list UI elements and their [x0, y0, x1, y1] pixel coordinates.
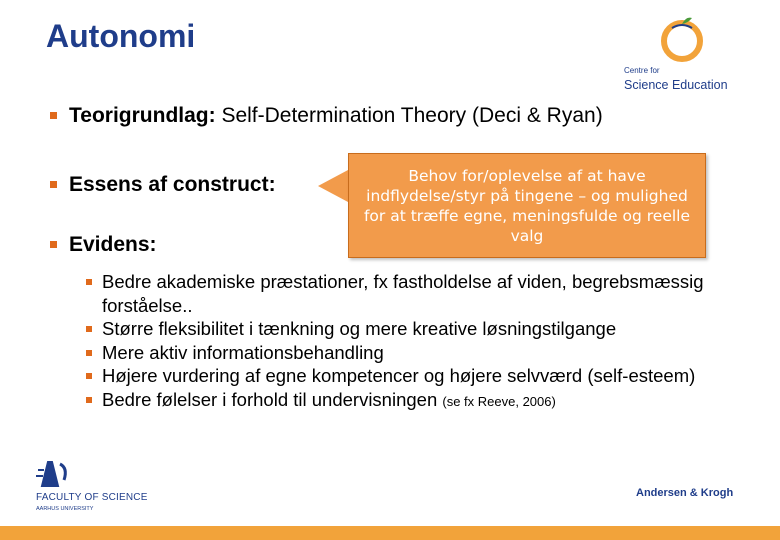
callout-text: Behov for/oplevelse af at have indflydelse/styr på tingene – og mulighed for at træffe egne, meningsfulde og reelle valg [363, 166, 691, 245]
bullet-square-icon [86, 373, 92, 379]
bullet-square-icon [86, 279, 92, 285]
theory-text: Self-Determination Theory (Deci & Ryan) [215, 104, 603, 127]
bullet-square-icon [50, 181, 57, 188]
logo-line1: Centre for [624, 66, 660, 75]
list-item-text: Højere vurdering af egne kompetencer og højere selvværd (self-esteem) [102, 365, 696, 386]
bullet-theory [50, 104, 603, 128]
list-item-text: Bedre akademiske præstationer, fx fastholdelse af viden, begrebsmæssig forståelse.. [102, 271, 704, 316]
list-item-text: Bedre følelser i forhold til undervisningen [102, 388, 443, 410]
list-item [86, 270, 706, 317]
essence-label: Essens af construct: [69, 173, 276, 196]
aarhus-university-logo [34, 458, 154, 516]
list-item [86, 341, 706, 365]
faculty-name: FACULTY OF SCIENCE [36, 492, 148, 503]
bullet-square-icon [50, 112, 57, 119]
centre-for-science-education-logo [618, 14, 748, 94]
university-name: AARHUS UNIVERSITY [36, 506, 94, 512]
bullet-square-icon [50, 241, 57, 248]
evidence-label: Evidens: [69, 233, 157, 256]
slide-title: Autonomi [46, 18, 196, 54]
reference-text: (se fx Reeve, 2006) [442, 393, 556, 409]
bullet-evidence [50, 233, 157, 257]
list-item [86, 317, 706, 341]
bottom-bar [0, 526, 780, 540]
callout-pointer [318, 170, 348, 202]
bullet-square-icon [86, 350, 92, 356]
authors-footer: Andersen & Krogh [636, 487, 734, 499]
evidence-list [86, 270, 706, 413]
list-item-text: Større fleksibilitet i tænkning og mere kreative løsningstilgange [102, 318, 617, 339]
apple-logo-icon [658, 14, 708, 64]
list-item [86, 364, 706, 388]
list-item-text: Mere aktiv informationsbehandling [102, 341, 384, 363]
bullet-essence [50, 173, 276, 197]
bullet-square-icon [86, 397, 92, 403]
theory-label: Teorigrundlag: [69, 104, 216, 127]
bullet-square-icon [86, 326, 92, 332]
definition-callout [348, 153, 706, 258]
logo-line2: Science Education [624, 78, 728, 92]
au-seal-icon [34, 458, 74, 488]
list-item [86, 388, 706, 414]
